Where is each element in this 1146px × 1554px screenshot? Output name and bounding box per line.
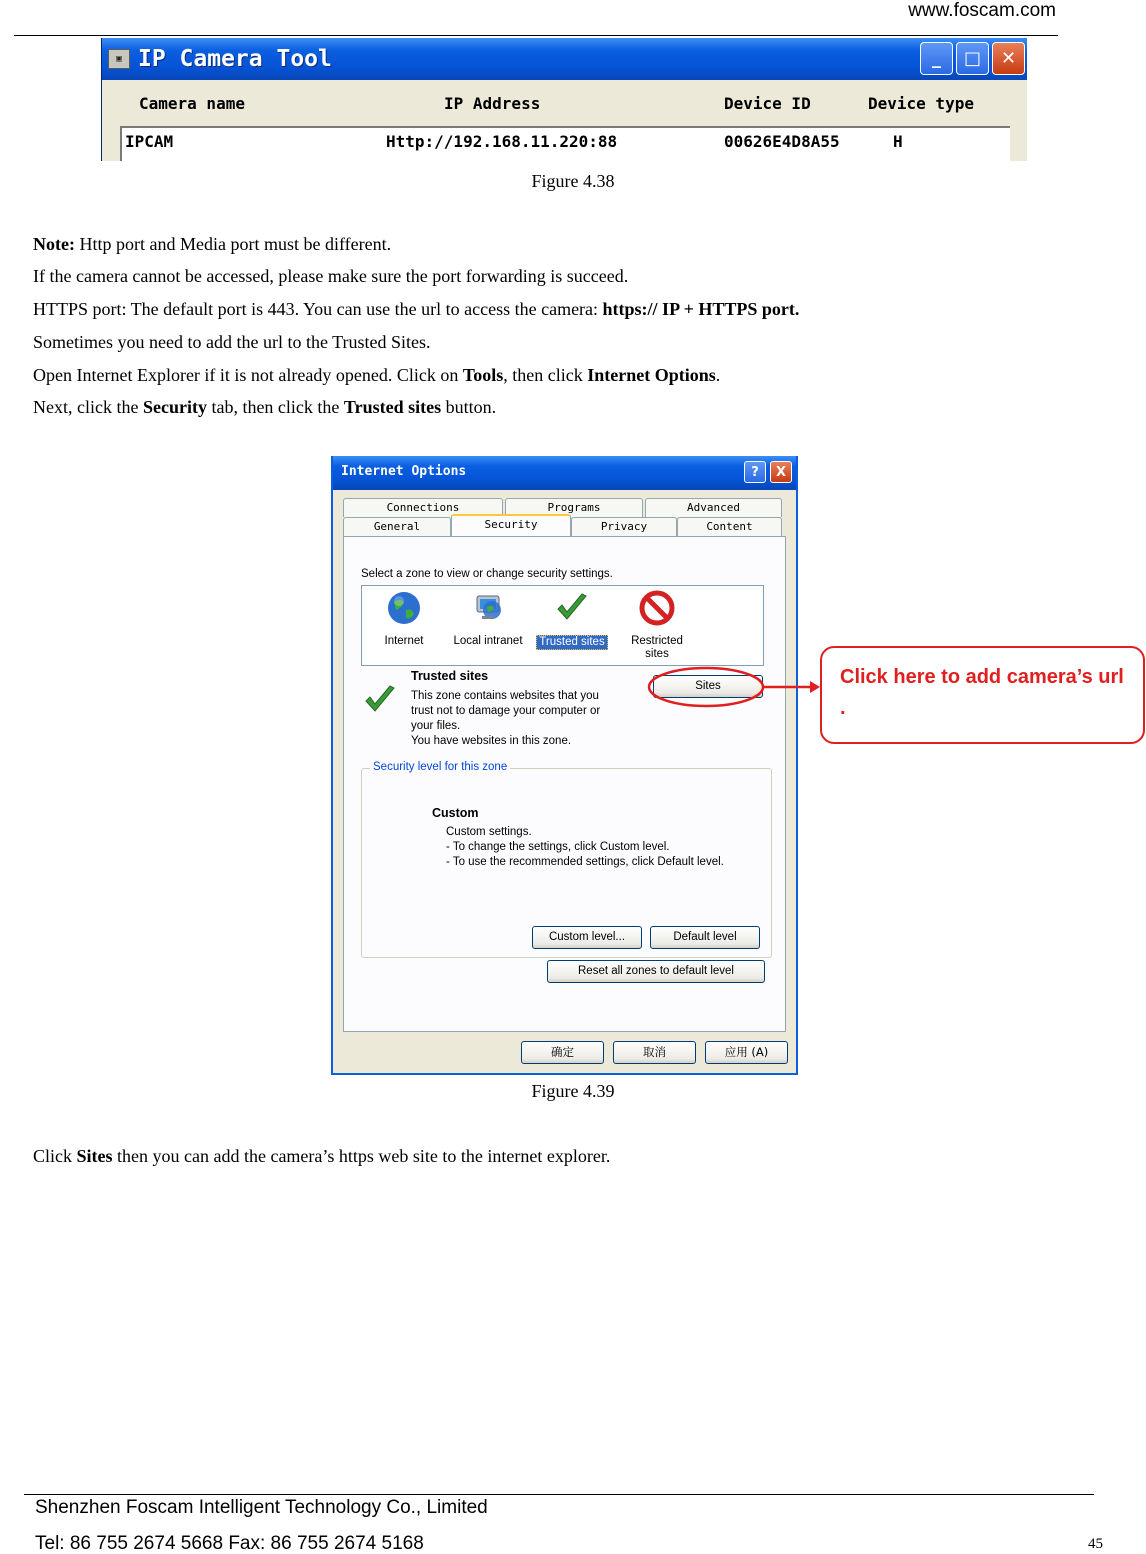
internet-options-titlebar (333, 456, 796, 490)
column-device-id[interactable]: Device ID (724, 94, 811, 113)
note-line-3 (33, 299, 799, 320)
reset-all-zones-button[interactable]: Reset all zones to default level (547, 960, 765, 983)
zone-restricted-sites[interactable] (616, 588, 698, 661)
cell-device-type: H (893, 132, 903, 151)
zone-desc-line: This zone contains websites that you (411, 690, 599, 702)
https-port-text: HTTPS port: The default port is 443. You can use the url to access the camera: (33, 299, 603, 319)
footer-divider (24, 1494, 1094, 1495)
closing-sites: Sites (76, 1146, 113, 1166)
apply-button[interactable]: 应用 (A) (705, 1041, 788, 1064)
custom-description (446, 825, 724, 870)
figure-caption-439: Figure 4.39 (531, 1081, 615, 1101)
figure-caption-438: Figure 4.38 (531, 171, 615, 191)
internet-options-title: Internet Options (341, 464, 467, 479)
zone-desc-line: You have websites in this zone. (411, 735, 572, 747)
line5-c: , then click (503, 365, 588, 385)
ok-button[interactable]: 确定 (521, 1041, 604, 1064)
default-level-button[interactable]: Default level (650, 926, 760, 949)
tab-content[interactable]: Content (677, 517, 782, 536)
zone-desc-line: trust not to damage your computer or (411, 705, 601, 717)
checkmark-icon (554, 590, 590, 626)
zone-desc-line: your files. (411, 720, 461, 732)
globe-icon (386, 590, 422, 626)
security-level-group (361, 761, 772, 958)
zone-label: Internet (384, 635, 424, 647)
page-number: 45 (1088, 1536, 1103, 1552)
zone-heading: Trusted sites (411, 669, 489, 683)
cell-device-id: 00626E4D8A55 (724, 132, 840, 151)
tab-advanced[interactable]: Advanced (645, 498, 782, 517)
column-ip-address[interactable]: IP Address (444, 94, 541, 113)
note-line-2: If the camera cannot be accessed, please make sure the port forwarding is succeed. (33, 266, 629, 286)
tab-security[interactable]: Security (451, 514, 571, 536)
line5-a: Open Internet Explorer if it is not already opened. Click on (33, 365, 463, 385)
closing-a: Click (33, 1146, 77, 1166)
camera-table-header (102, 90, 1027, 116)
custom-level-button[interactable]: Custom level... (532, 926, 642, 949)
note-line-5 (33, 365, 720, 386)
zone-internet[interactable] (364, 588, 444, 648)
zone-local-intranet[interactable] (448, 588, 528, 648)
zone-trusted-sites[interactable] (532, 588, 612, 650)
minimize-icon[interactable]: _ (920, 42, 953, 75)
intranet-icon (470, 590, 506, 626)
close-icon[interactable]: ✕ (992, 42, 1025, 75)
line6-trusted-sites: Trusted sites (343, 397, 442, 417)
highlight-annotation (640, 660, 825, 720)
cell-camera-name: IPCAM (125, 132, 174, 151)
ip-camera-tool-titlebar (102, 38, 1027, 80)
footer-contact: Tel: 86 755 2674 5668 Fax: 86 755 2674 5168 (35, 1533, 424, 1554)
cancel-button[interactable]: 取消 (613, 1041, 696, 1064)
ip-camera-tool-window (101, 38, 1027, 161)
custom-line: Custom settings. (446, 826, 532, 838)
https-url-format: https:// IP + HTTPS port. (602, 299, 800, 319)
camera-tool-icon: ▣ (108, 49, 130, 69)
maximize-icon[interactable]: □ (956, 42, 989, 75)
line5-tools: Tools (462, 365, 504, 385)
line5-internet-options: Internet Options (587, 365, 716, 385)
note-line-6 (33, 397, 496, 418)
zone-label: Restricted sites (631, 635, 683, 660)
zone-prompt: Select a zone to view or change security settings. (361, 568, 613, 580)
tab-privacy[interactable]: Privacy (571, 517, 677, 536)
internet-options-dialog (331, 456, 798, 1075)
zone-label-selected: Trusted sites (536, 635, 607, 650)
closing-line (33, 1146, 610, 1167)
zone-list (361, 585, 764, 666)
header-divider (14, 35, 1058, 36)
note-label: Note: (33, 234, 75, 254)
custom-line: - To change the settings, click Custom level. (446, 841, 670, 853)
line6-e: button. (441, 397, 497, 417)
header-url: www.foscam.com (908, 0, 1056, 21)
tab-programs[interactable]: Programs (505, 498, 643, 517)
note-line-4: Sometimes you need to add the url to the Trusted Sites. (33, 332, 431, 352)
security-tab-panel (343, 536, 786, 1032)
tab-general[interactable]: General (343, 517, 451, 536)
note-line (33, 234, 391, 255)
line6-c: tab, then click the (206, 397, 344, 417)
tab-connections[interactable]: Connections (343, 498, 503, 517)
zone-label: Local intranet (453, 635, 523, 647)
note-text: Http port and Media port must be different. (74, 234, 392, 254)
line5-e: . (715, 365, 721, 385)
line6-security: Security (142, 397, 207, 417)
ip-camera-tool-title: IP Camera Tool (138, 46, 332, 72)
help-icon[interactable]: ? (744, 461, 766, 483)
callout-box: Click here to add camera’s url . (820, 646, 1145, 744)
security-level-legend: Security level for this zone (370, 761, 510, 773)
zone-description (411, 689, 600, 749)
footer-company: Shenzhen Foscam Intelligent Technology Co., Limited (35, 1497, 488, 1518)
close-icon[interactable]: X (770, 461, 792, 483)
sites-button[interactable]: Sites (653, 675, 763, 698)
custom-line: - To use the recommended settings, click Default level. (446, 856, 724, 868)
column-camera-name[interactable]: Camera name (139, 94, 245, 113)
closing-c: then you can add the camera’s https web site to the internet explorer. (112, 1146, 611, 1166)
cell-ip-address: Http://192.168.11.220:88 (386, 132, 618, 151)
custom-heading: Custom (432, 806, 479, 820)
restricted-icon (639, 590, 675, 626)
column-device-type[interactable]: Device type (868, 94, 974, 113)
line6-a: Next, click the (33, 397, 143, 417)
checkmark-icon (362, 682, 398, 718)
